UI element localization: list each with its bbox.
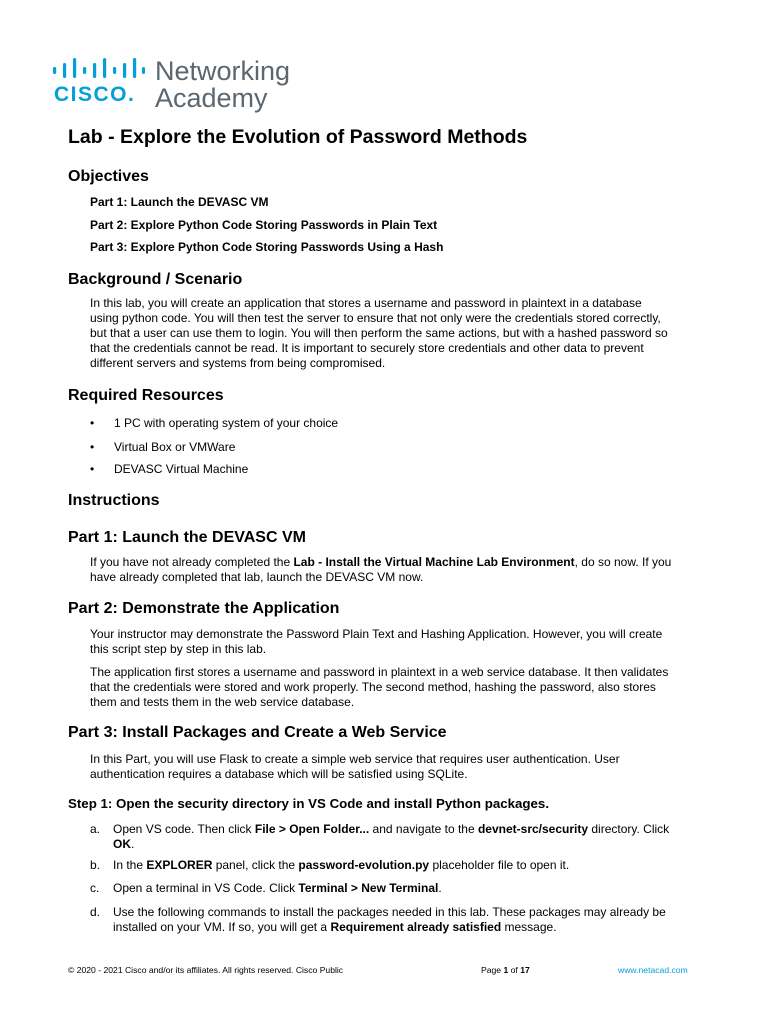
cisco-bars-icon bbox=[53, 58, 145, 78]
cisco-wordmark: CISCO. bbox=[54, 83, 136, 106]
objective-item: Part 2: Explore Python Code Storing Passwords in Plain Text bbox=[90, 218, 438, 232]
bullet-icon: • bbox=[90, 440, 95, 454]
lab-link-text: Lab - Install the Virtual Machine Lab Environment bbox=[293, 555, 575, 569]
logo-academy-text: Academy bbox=[155, 83, 268, 113]
part2-heading: Part 2: Demonstrate the Application bbox=[68, 600, 340, 617]
part1-heading: Part 1: Launch the DEVASC VM bbox=[68, 529, 306, 546]
background-paragraph: In this lab, you will create an application that stores a username and password in plaintext in a database using python code. You will then test the server to ensure that not only were the credentials stored correctly, but that a user can use them to login. You will then perform the same actions, but with a hashed password so that the credentials cannot be read. It is important to securely store credentials and other data to prevent different servers and systems from being compromised. bbox=[90, 296, 668, 370]
objective-item: Part 3: Explore Python Code Storing Passwords Using a Hash bbox=[90, 240, 444, 254]
part3-paragraph: In this Part, you will use Flask to create a simple web service that requires user authentication. User authentication requires a database which will be satisfied using SQLite. bbox=[90, 752, 620, 781]
objective-item: Part 1: Launch the DEVASC VM bbox=[90, 195, 269, 209]
objectives-heading: Objectives bbox=[68, 168, 149, 185]
part3-heading: Part 3: Install Packages and Create a Web Service bbox=[68, 724, 447, 741]
footer-page-number: Page 1 of 17 bbox=[481, 965, 530, 975]
step-item-d: d. Use the following commands to install the packages needed in this lab. These packages may already be installed on your VM. If so, you will get a Requirement already satisfied message. bbox=[90, 905, 666, 934]
instructions-heading: Instructions bbox=[68, 492, 160, 509]
footer-website-link[interactable]: www.netacad.com bbox=[618, 965, 688, 975]
step-item-c: c. Open a terminal in VS Code. Click Terminal > New Terminal. bbox=[90, 881, 442, 895]
list-item: • 1 PC with operating system of your choice bbox=[90, 416, 339, 430]
page-title: Lab - Explore the Evolution of Password Methods bbox=[68, 126, 528, 148]
logo-networking-text: Networking bbox=[155, 56, 291, 86]
part2-paragraph-2: The application first stores a username and password in plaintext in a web service database. It then validates that the credentials were stored and work properly. The second method, hashing the password, also stores them and tests them in the web service database. bbox=[90, 665, 669, 709]
step1-heading: Step 1: Open the security directory in VS Code and install Python packages. bbox=[68, 796, 550, 811]
background-heading: Background / Scenario bbox=[68, 271, 243, 288]
bullet-icon: • bbox=[90, 462, 95, 476]
list-item: • Virtual Box or VMWare bbox=[90, 440, 236, 454]
part1-paragraph: If you have not already completed the Lab - Install the Virtual Machine Lab Environment, do so now. If you have already completed that lab, launch the DEVASC VM now. bbox=[90, 555, 672, 584]
footer-copyright: © 2020 - 2021 Cisco and/or its affiliates. All rights reserved. Cisco Public bbox=[68, 965, 344, 975]
resources-heading: Required Resources bbox=[68, 387, 224, 404]
step-item-a: a. Open VS code. Then click File > Open Folder... and navigate to the devnet-src/security directory. Click OK. bbox=[90, 822, 670, 851]
bullet-icon: • bbox=[90, 416, 95, 430]
cisco-networking-academy-logo bbox=[50, 54, 310, 114]
part2-paragraph-1: Your instructor may demonstrate the Password Plain Text and Hashing Application. However, you will create this script step by step in this lab. bbox=[90, 627, 663, 656]
list-item: • DEVASC Virtual Machine bbox=[90, 462, 249, 476]
step-item-b: b. In the EXPLORER panel, click the password-evolution.py placeholder file to open it. bbox=[90, 858, 570, 872]
